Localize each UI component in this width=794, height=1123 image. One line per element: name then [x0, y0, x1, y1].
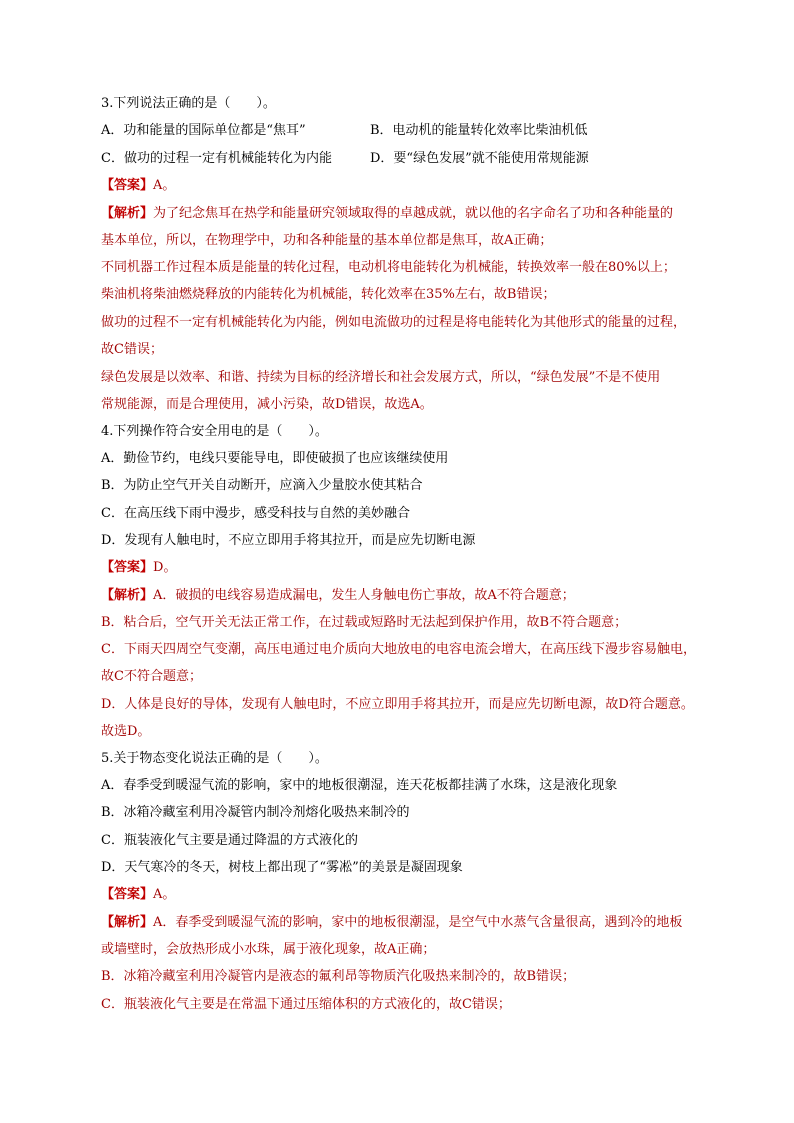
q3-analysis-5: 做功的过程不一定有机械能转化为内能，例如电流做功的过程是将电能转化为其他形式的能量的过程， — [101, 315, 687, 330]
q3-analysis-4: 柴油机将柴油燃烧释放的内能转化为机械能，转化效率在35%左右，故B错误； — [101, 287, 556, 302]
q3-answer — [101, 177, 175, 195]
q4-analysis-3: C．下雨天四周空气变潮，高压电通过电介质向大地放电的电容电流会增大，在高压线下漫步容易触电， — [101, 642, 696, 657]
q3-analysis-7: 绿色发展是以效率、和谐、持续为目标的经济增长和社会发展方式，所以，“绿色发展”不是不使用 — [101, 370, 661, 385]
q4-option-a: A．勤俭节约，电线只要能导电，即使破损了也应该继续使用 — [101, 451, 449, 466]
analysis-text: A．春季受到暖湿气流的影响，家中的地板很潮湿，是空气中水蒸气含量很高，遇到冷的地板 — [153, 915, 683, 930]
answer-value: D。 — [153, 560, 177, 575]
q4-analysis-4: 故C不符合题意； — [101, 669, 202, 684]
answer-tag: 【答案】 — [101, 560, 154, 575]
q4-analysis-6: 故选D。 — [101, 724, 151, 739]
q3-analysis-6: 故C错误； — [101, 342, 163, 357]
answer-value: A。 — [153, 887, 176, 902]
q3-option-c: C．做功的过程一定有机械能转化为内能 — [101, 151, 332, 166]
q5-analysis-1 — [101, 914, 682, 932]
q3-option-b: B．电动机的能量转化效率比柴油机低 — [370, 123, 588, 138]
q5-answer — [101, 886, 175, 904]
q3-analysis-8: 常规能源，而是合理使用，减小污染，故D错误，故选A。 — [101, 397, 433, 412]
q3-option-d: D．要“绿色发展”就不能使用常规能源 — [370, 151, 589, 166]
q4-answer — [101, 559, 176, 577]
q4-analysis-1 — [101, 587, 575, 605]
analysis-tag: 【解析】 — [101, 206, 154, 221]
q4-stem: 4.下列操作符合安全用电的是（ ）。 — [101, 424, 328, 439]
q5-analysis-4: C．瓶装液化气主要是在常温下通过压缩体积的方式液化的，故C错误； — [101, 997, 511, 1012]
q5-analysis-3: B．冰箱冷藏室利用冷凝管内是液态的氟利昂等物质汽化吸热来制冷的，故B错误； — [101, 969, 576, 984]
q5-option-d: D．天气寒冷的冬天，树枝上都出现了“雾凇”的美景是凝固现象 — [101, 860, 463, 875]
q4-analysis-5: D．人体是良好的导体，发现有人触电时，不应立即用手将其拉开，而是应先切断电源，故D符合题意。 — [101, 697, 694, 712]
analysis-tag: 【解析】 — [101, 588, 154, 603]
q4-option-d: D．发现有人触电时，不应立即用手将其拉开，而是应先切断电源 — [101, 533, 476, 548]
q5-option-a: A．春季受到暖湿气流的影响，家中的地板很潮湿，连天花板都挂满了水珠，这是液化现象 — [101, 778, 618, 793]
q3-option-a: A．功和能量的国际单位都是“焦耳” — [101, 123, 306, 138]
analysis-text: A．破损的电线容易造成漏电，发生人身触电伤亡事故，故A不符合题意； — [153, 588, 575, 603]
q3-analysis-3: 不同机器工作过程本质是能量的转化过程，电动机将电能转化为机械能，转换效率一般在80%以上； — [101, 260, 676, 275]
answer-tag: 【答案】 — [101, 887, 154, 902]
analysis-text: 为了纪念焦耳在热学和能量研究领域取得的卓越成就，就以他的名字命名了功和各种能量的 — [153, 206, 674, 221]
q4-option-c: C．在高压线下雨中漫步，感受科技与自然的美妙融合 — [101, 506, 410, 521]
q5-stem: 5.关于物态变化说法正确的是（ ）。 — [101, 751, 328, 766]
q5-option-b: B．冰箱冷藏室利用冷凝管内制冷剂熔化吸热来制冷的 — [101, 805, 410, 820]
q3-analysis-1 — [101, 205, 673, 223]
q4-analysis-2: B．粘合后，空气开关无法正常工作，在过载或短路时无法起到保护作用，故B不符合题意； — [101, 615, 628, 630]
answer-tag: 【答案】 — [101, 178, 154, 193]
q3-stem: 3.下列说法正确的是（ ）。 — [101, 96, 276, 111]
q5-analysis-2: 或墙壁时，会放热形成小水珠，属于液化现象，故A正确； — [101, 942, 436, 957]
q4-option-b: B．为防止空气开关自动断开，应滴入少量胶水使其粘合 — [101, 478, 423, 493]
q5-option-c: C．瓶装液化气主要是通过降温的方式液化的 — [101, 833, 358, 848]
answer-value: A。 — [153, 178, 176, 193]
q3-analysis-2: 基本单位，所以，在物理学中，功和各种能量的基本单位都是焦耳，故A正确； — [101, 233, 553, 248]
analysis-tag: 【解析】 — [101, 915, 154, 930]
